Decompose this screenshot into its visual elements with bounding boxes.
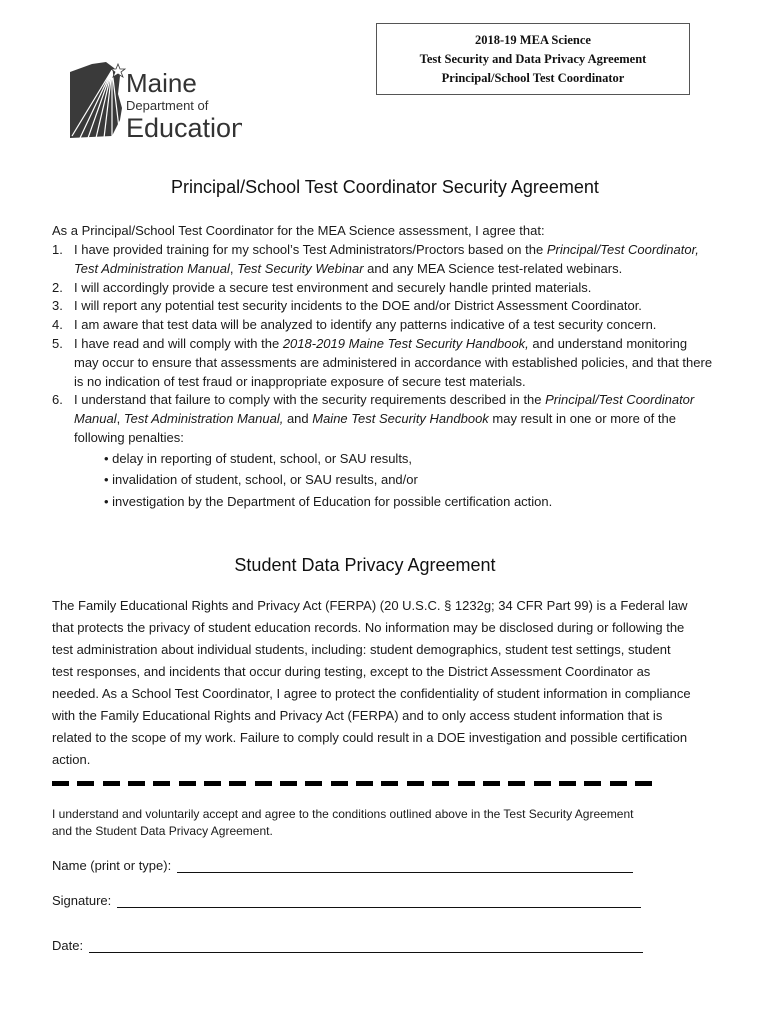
penalty-item: • investigation by the Department of Education for possible certification action. <box>104 493 553 509</box>
name-input-line[interactable] <box>177 858 633 873</box>
header-line-role: Principal/School Test Coordinator <box>441 71 625 85</box>
header-line-agreement: Test Security and Data Privacy Agreement <box>419 52 647 66</box>
ferpa-paragraph: The Family Educational Rights and Privacy Act (FERPA) (20 U.S.C. § 1232g; 34 CFR Part 99) is a Federal law that protects the privacy of student education records. No information may be disclosed during or following the test administration about individual students, including: student demographics, student test settings, student test responses, and incidents that occur during testing, except to the District Assessment Coordinator as needed. As a School Test Coordinator, I agree to protect the confidentiality of student information in compliance with the Family Educational Rights and Privacy Act (FERPA) and to only access student information that is related to the scope of my work. Failure to comply could result in a DOE investigation and possible certification action. <box>52 598 691 767</box>
penalty-item: • invalidation of student, school, or SAU results, and/or <box>104 472 418 488</box>
security-agreement-title: Principal/School Test Coordinator Security Agreement <box>171 177 599 197</box>
maine-doe-logo <box>62 58 242 144</box>
signature-input-line[interactable] <box>117 893 641 908</box>
signature-field <box>52 893 641 908</box>
list-item: 2. I will accordingly provide a secure test environment and securely handle printed materials. <box>52 279 592 295</box>
privacy-agreement-title: Student Data Privacy Agreement <box>234 555 496 575</box>
acceptance-statement: I understand and voluntarily accept and agree to the conditions outlined above in the Test Security Agreement and the Student Data Privacy Agreement. <box>52 807 634 838</box>
list-item: 1. I have provided training for my school’s Test Administrators/Proctors based on the Principal/Test Coordinator, Test Administration Manual, Test Security Webinar and any MEA Science test-related webinars. <box>52 242 699 276</box>
list-item: 3. I will report any potential test security incidents to the DOE and/or District Assessment Coordinator. <box>52 298 642 314</box>
logo-word-education: Education <box>126 113 242 143</box>
list-item: 6. I understand that failure to comply with the security requirements described in the Principal/Test Coordinator Manual, Test Administration Manual, and Maine Test Security Handbook may result in one or more of the following penalties: • delay in reporting of student, school, or SAU results, • invalidation of student, school, or SAU results, and/or • investigation by the Department of Education for possible certification action. <box>52 391 714 512</box>
header-line-year: 2018-19 MEA Science <box>475 33 591 47</box>
document-header-box <box>376 23 690 95</box>
logo-word-department: Department of <box>126 98 209 113</box>
list-item: 5. I have read and will comply with the 2018-2019 Maine Test Security Handbook, and understand monitoring may occur to ensure that assessments are administered in accordance with established policies, and that there is no indication of test fraud or inappropriate exposure of secure test materials. <box>52 335 713 389</box>
security-rules-list <box>52 241 714 512</box>
logo-word-maine: Maine <box>126 68 197 98</box>
list-item: 4. I am aware that test data will be analyzed to identify any patterns indicative of a test security concern. <box>52 317 657 333</box>
date-field <box>52 938 643 953</box>
name-field <box>52 858 633 873</box>
date-input-line[interactable] <box>89 938 643 953</box>
date-label: Date: <box>52 938 84 953</box>
name-label: Name (print or type): <box>52 858 172 873</box>
security-intro: As a Principal/School Test Coordinator for the MEA Science assessment, I agree that: <box>52 223 545 238</box>
penalties-list <box>74 448 714 513</box>
signature-label: Signature: <box>52 893 112 908</box>
cut-line-divider <box>52 776 652 790</box>
penalty-item: • delay in reporting of student, school, or SAU results, <box>104 450 413 466</box>
maine-state-shape-icon <box>62 58 242 144</box>
